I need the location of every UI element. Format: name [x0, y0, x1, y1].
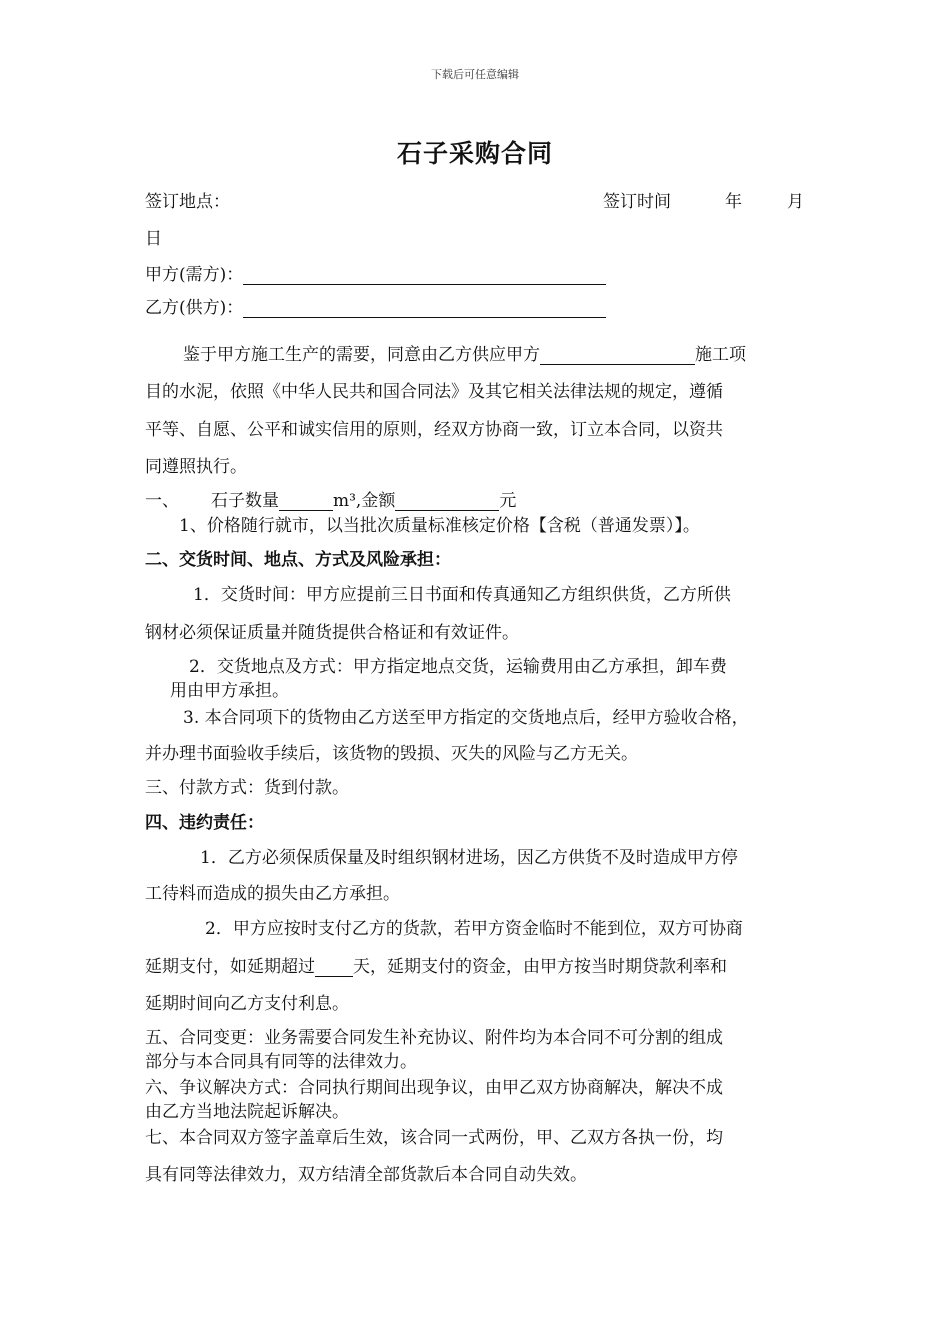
party-b-blank[interactable] — [243, 299, 606, 318]
party-a-blank[interactable] — [243, 266, 606, 285]
section-2-p3-line1: 3. 本合同项下的货物由乙方送至甲方指定的交货地点后，经甲方验收合格， — [183, 708, 749, 728]
amount-blank[interactable] — [395, 492, 499, 511]
section-7-line2: 具有同等法律效力，双方结清全部货款后本合同自动失效。 — [145, 1165, 587, 1185]
party-b-label: 乙方(供方)： — [145, 298, 244, 318]
section-4-p2-line2 — [145, 957, 727, 977]
section-3: 三、付款方式：货到付款。 — [145, 778, 349, 798]
section-6-line2: 由乙方当地法院起诉解决。 — [145, 1102, 349, 1122]
section-4-p2-line1: 2．甲方应按时支付乙方的货款，若甲方资金临时不能到位，双方可协商 — [205, 919, 743, 939]
amount-label: m³,金额 — [333, 491, 396, 511]
section-1-number: 一、 — [145, 491, 179, 511]
section-4-p1-line2: 工待料而造成的损失由乙方承担。 — [145, 884, 400, 904]
section-1-item-1: 1、价格随行就市，以当批次质量标准核定价格【含税（普通发票）】。 — [179, 516, 700, 536]
intro-line-1 — [183, 345, 746, 365]
project-blank[interactable] — [540, 346, 695, 365]
sign-day: 日 — [145, 229, 162, 249]
sign-month: 月 — [787, 192, 804, 212]
section-2-p2-line1: 2．交货地点及方式：甲方指定地点交货，运输费用由乙方承担，卸车费 — [189, 657, 727, 677]
page-header: 下载后可任意编辑 — [431, 68, 519, 81]
section-5-line2: 部分与本合同具有同等的法律效力。 — [145, 1052, 417, 1072]
section-7-line1: 七、本合同双方签字盖章后生效，该合同一式两份，甲、乙双方各执一份，均 — [145, 1128, 723, 1148]
section-2-p1-line1: 1．交货时间：甲方应提前三日书面和传真通知乙方组织供货，乙方所供 — [193, 585, 731, 605]
document-title: 石子采购合同 — [396, 139, 553, 168]
section-2-heading: 二、交货时间、地点、方式及风险承担： — [145, 550, 451, 570]
section-4-heading: 四、违约责任： — [145, 813, 264, 833]
section-2-p3-line2: 并办理书面验收手续后，该货物的毁损、灭失的风险与乙方无关。 — [145, 744, 638, 764]
section-4-p2-text-b: 天，延期支付的资金，由甲方按当时期贷款利率和 — [353, 957, 727, 977]
party-a-label: 甲方(需方)： — [145, 265, 244, 285]
section-6-line1: 六、争议解决方式：合同执行期间出现争议，由甲乙双方协商解决，解决不成 — [145, 1078, 723, 1098]
intro-text-1b: 施工项 — [695, 345, 746, 365]
intro-line-4: 同遵照执行。 — [145, 457, 247, 477]
intro-line-3: 平等、自愿、公平和诚实信用的原则，经双方协商一致，订立本合同，以资共 — [145, 420, 723, 440]
section-2-p2-line2: 用由甲方承担。 — [170, 681, 289, 701]
sign-year: 年 — [725, 192, 742, 212]
quantity-label: 石子数量 — [211, 491, 279, 511]
section-4-p1-line1: 1．乙方必须保质保量及时组织钢材进场，因乙方供货不及时造成甲方停 — [200, 848, 738, 868]
section-1-line — [145, 491, 516, 511]
party-a-line — [145, 265, 606, 285]
sign-time-label: 签订时间 — [603, 192, 671, 212]
section-4-p2-line3: 延期时间向乙方支付利息。 — [145, 994, 349, 1014]
quantity-blank[interactable] — [279, 492, 333, 511]
party-b-line — [145, 298, 606, 318]
intro-line-2: 目的水泥，依照《中华人民共和国合同法》及其它相关法律法规的规定，遵循 — [145, 382, 723, 402]
section-5-line1: 五、合同变更：业务需要合同发生补充协议、附件均为本合同不可分割的组成 — [145, 1028, 723, 1048]
section-4-p2-text-a: 延期支付，如延期超过 — [145, 957, 315, 977]
section-2-p1-line2: 钢材必须保证质量并随货提供合格证和有效证件。 — [145, 623, 519, 643]
days-blank[interactable] — [315, 958, 353, 977]
sign-place-label: 签订地点： — [145, 192, 230, 212]
intro-text-1a: 鉴于甲方施工生产的需要，同意由乙方供应甲方 — [183, 345, 540, 365]
yuan-label: 元 — [499, 491, 517, 511]
